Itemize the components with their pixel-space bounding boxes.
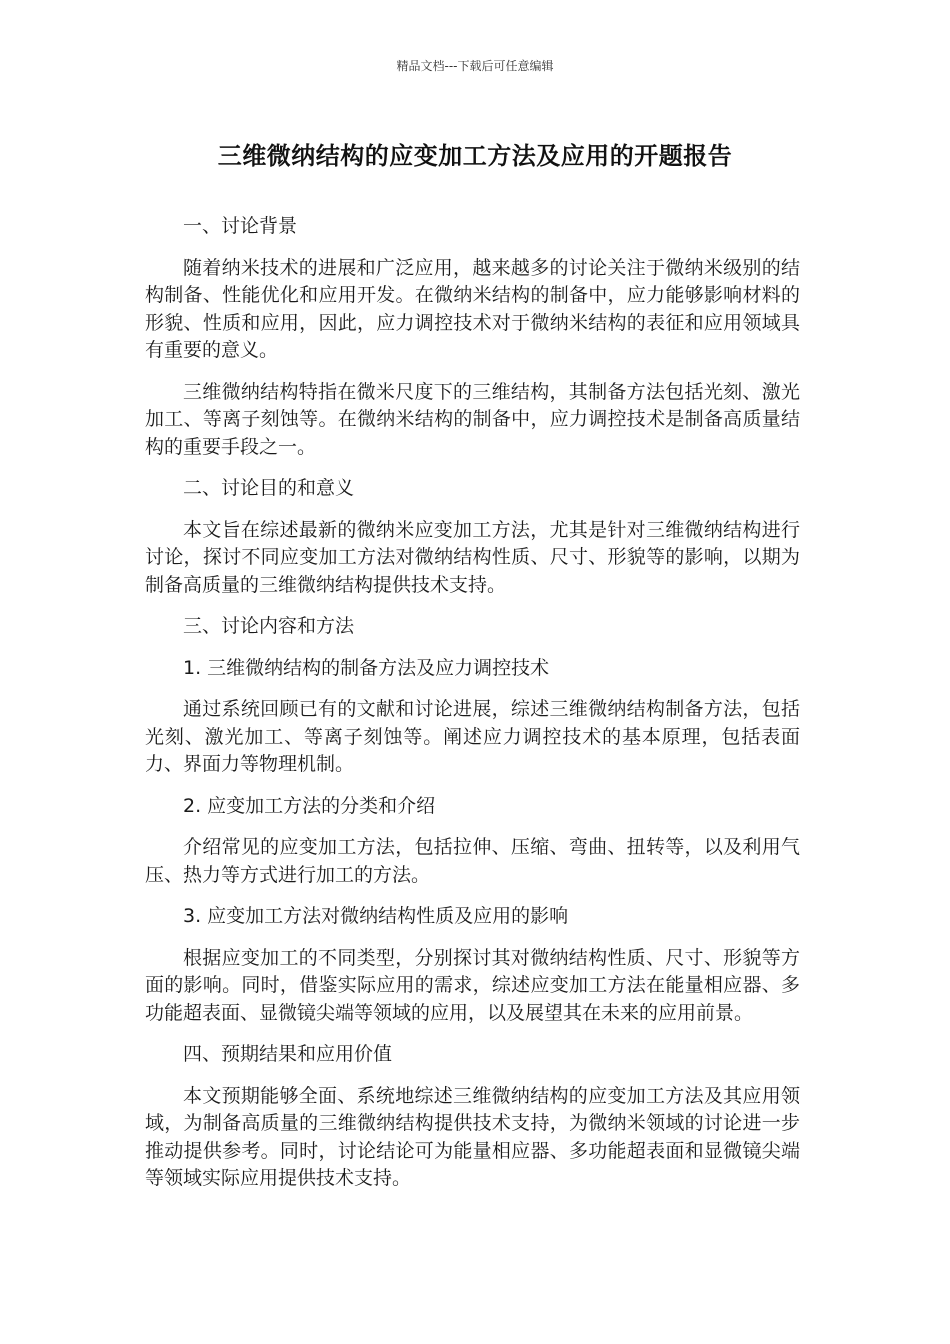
section-heading-content-methods: 三、讨论内容和方法 <box>183 615 355 637</box>
paragraph: 三维微纳结构特指在微米尺度下的三维结构，其制备方法包括光刻、激光加工、等离子刻蚀等。在微纳米结构的制备中，应力调控技术是制备高质量结构的重要手段之一。 <box>145 380 800 458</box>
paragraph: 通过系统回顾已有的文献和讨论进展，综述三维微纳结构制备方法，包括光刻、激光加工、等离子刻蚀等。阐述应力调控技术的基本原理，包括表面力、界面力等物理机制。 <box>145 698 800 775</box>
section-heading-background: 一、讨论背景 <box>183 215 298 237</box>
document-title: 三维微纳结构的应变加工方法及应用的开题报告 <box>217 142 733 170</box>
subsection-heading-2: 2. 应变加工方法的分类和介绍 <box>183 794 436 817</box>
paragraph: 本文预期能够全面、系统地综述三维微纳结构的应变加工方法及其应用领域，为制备高质量的三维微纳结构提供技术支持，为微纳米领域的讨论进一步推动提供参考。同时，讨论结论可为能量相应器、多功能超表面和显微镜尖端等领域实际应用提供技术支持。 <box>145 1084 800 1189</box>
document-body <box>145 213 800 1207</box>
paragraph: 随着纳米技术的进展和广泛应用，越来越多的讨论关注于微纳米级别的结构制备、性能优化和应用开发。在微纳米结构的制备中，应力能够影响材料的形貌、性质和应用，因此，应力调控技术对于微纳米结构的表征和应用领域具有重要的意义。 <box>145 256 800 361</box>
section-heading-expected-results: 四、预期结果和应用价值 <box>183 1043 393 1065</box>
paragraph: 介绍常见的应变加工方法，包括拉伸、压缩、弯曲、扭转等，以及利用气压、热力等方式进行加工的方法。 <box>145 836 800 886</box>
subsection-heading-1: 1. 三维微纳结构的制备方法及应力调控技术 <box>183 656 550 679</box>
paragraph: 本文旨在综述最新的微纳米应变加工方法，尤其是针对三维微纳结构进行讨论，探讨不同应变加工方法对微纳结构性质、尺寸、形貌等的影响，以期为制备高质量的三维微纳结构提供技术支持。 <box>145 518 800 596</box>
paragraph: 根据应变加工的不同类型，分别探讨其对微纳结构性质、尺寸、形貌等方面的影响。同时，借鉴实际应用的需求，综述应变加工方法在能量相应器、多功能超表面、显微镜尖端等领域的应用，以及展望其在未来的应用前景。 <box>145 946 800 1024</box>
header-note: 精品文档---下载后可任意编辑 <box>396 59 554 73</box>
section-heading-purpose: 二、讨论目的和意义 <box>183 477 355 499</box>
subsection-heading-3: 3. 应变加工方法对微纳结构性质及应用的影响 <box>183 905 569 927</box>
